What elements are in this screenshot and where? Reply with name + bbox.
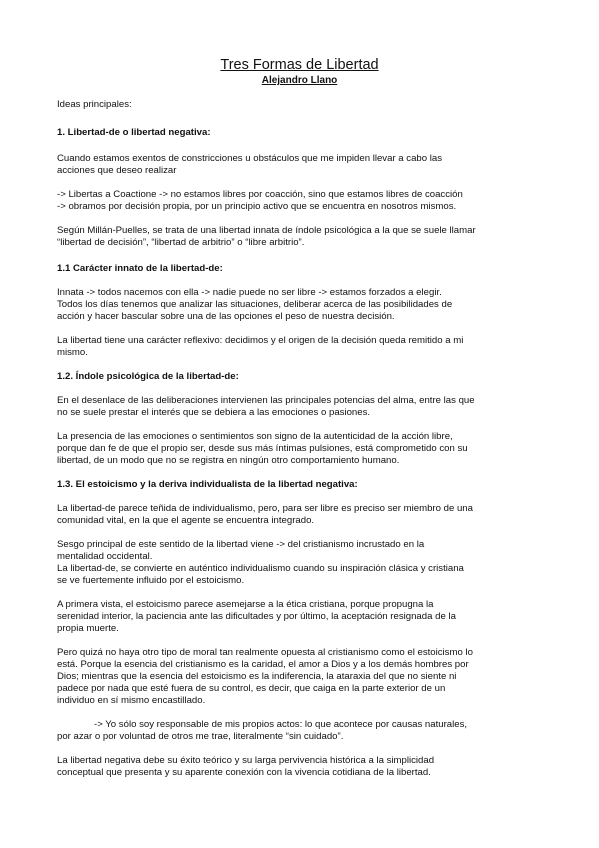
paragraph-line: Según Millán-Puelles, se trata de una libertad innata de índole psicológica a la que se suele llamar bbox=[57, 225, 476, 236]
section-heading-1-1: 1.1 Carácter innato de la libertad-de: bbox=[57, 263, 223, 274]
paragraph-line: está. Porque la esencia del cristianismo es la caridad, el amor a Dios y a los demás hombres por bbox=[57, 659, 469, 670]
paragraph-line: no se suele prestar el interés que se debiera a las emociones o pasiones. bbox=[57, 407, 371, 418]
ideas-label: Ideas principales: bbox=[57, 99, 132, 110]
paragraph-line: acción y hacer bascular sobre una de las opciones el peso de nuestra decisión. bbox=[57, 311, 395, 322]
paragraph-line: En el desenlace de las deliberaciones intervienen las principales potencias del alma, entre las que bbox=[57, 395, 475, 406]
section-heading-1: 1. Libertad-de o libertad negativa: bbox=[57, 127, 211, 138]
paragraph-line: comunidad vital, en la que el agente se encuentra integrado. bbox=[57, 515, 315, 526]
paragraph-line: por azar o por voluntad de otros me trae, literalmente “sin cuidado”. bbox=[57, 731, 344, 742]
paragraph-line: padece por nada que esté fuera de su control, es decir, que caiga en la parte exterior de un bbox=[57, 683, 446, 694]
paragraph-line: Todos los días tenemos que analizar las situaciones, deliberar acerca de las posibilidades de bbox=[57, 299, 453, 310]
paragraph-line: porque dan fe de que el propio ser, desde sus más íntimas pulsiones, está comprometido con su bbox=[57, 443, 468, 454]
section-heading-1-2: 1.2. Índole psicológica de la libertad-de: bbox=[57, 371, 239, 382]
paragraph-line: mentalidad occidental. bbox=[57, 551, 153, 562]
document-body bbox=[57, 99, 549, 779]
paragraph-line: -> Libertas a Coactione -> no estamos libres por coacción, sino que estamos libres de coacción bbox=[57, 189, 463, 200]
paragraph-line: La libertad-de, se convierte en auténtico individualismo cuando su inspiración clásica y cristiana bbox=[57, 563, 464, 574]
paragraph-line: “libertad de decisión”, “libertad de arbitrio” o “libre arbitrio”. bbox=[57, 237, 305, 248]
paragraph-line: A primera vista, el estoicismo parece asemejarse a la ética cristiana, porque propugna la bbox=[57, 599, 434, 610]
paragraph-line: serenidad interior, la paciencia ante las dificultades y por último, la aceptación resignada de la bbox=[57, 611, 456, 622]
paragraph-line: Pero quizá no haya otro tipo de moral tan realmente opuesta al cristianismo como el estoicismo lo bbox=[57, 647, 473, 658]
paragraph-line: conceptual que presenta y su aparente conexión con la vivencia cotidiana de la libertad. bbox=[57, 767, 431, 778]
paragraph-line: Innata -> todos nacemos con ella -> nadie puede no ser libre -> estamos forzados a elegir. bbox=[57, 287, 442, 298]
section-heading-1-3: 1.3. El estoicismo y la deriva individualista de la libertad negativa: bbox=[57, 479, 358, 490]
paragraph-line: La presencia de las emociones o sentimientos son signo de la autenticidad de la acción libre, bbox=[57, 431, 453, 442]
paragraph-line: acciones que deseo realizar bbox=[57, 165, 177, 176]
paragraph-line: La libertad-de parece teñida de individualismo, pero, para ser libre es preciso ser miembro de una bbox=[57, 503, 473, 514]
paragraph-line: La libertad tiene una carácter reflexivo: decidimos y el origen de la decisión queda remitido a mi bbox=[57, 335, 464, 346]
paragraph-line: libertad, de un modo que no se registra en ningún otro comportamiento humano. bbox=[57, 455, 400, 466]
paragraph-line: -> obramos por decisión propia, por un principio activo que se encuentra en nosotros mismos. bbox=[57, 201, 457, 212]
paragraph-line: La libertad negativa debe su éxito teórico y su larga pervivencia histórica a la simplicidad bbox=[57, 755, 435, 766]
paragraph-line: Sesgo principal de este sentido de la libertad viene -> del cristianismo incrustado en la bbox=[57, 539, 425, 550]
paragraph-line: se ve fuertemente influido por el estoicismo. bbox=[57, 575, 245, 586]
paragraph-line: individuo en sí mismo encastillado. bbox=[57, 695, 206, 706]
paragraph-line: Cuando estamos exentos de constricciones u obstáculos que me impiden llevar a cabo las bbox=[57, 153, 443, 164]
title-block bbox=[0, 57, 599, 87]
paragraph-line: propia muerte. bbox=[57, 623, 119, 634]
paragraph-line: mismo. bbox=[57, 347, 88, 358]
document-author: Alejandro Llano bbox=[261, 75, 338, 86]
document-title: Tres Formas de Libertad bbox=[220, 57, 379, 73]
paragraph-line: -> Yo sólo soy responsable de mis propios actos: lo que acontece por causas naturales, bbox=[94, 719, 468, 730]
paragraph-line: Dios; mientras que la esencia del estoicismo es la indiferencia, la ataraxia del que no siente ni bbox=[57, 671, 457, 682]
